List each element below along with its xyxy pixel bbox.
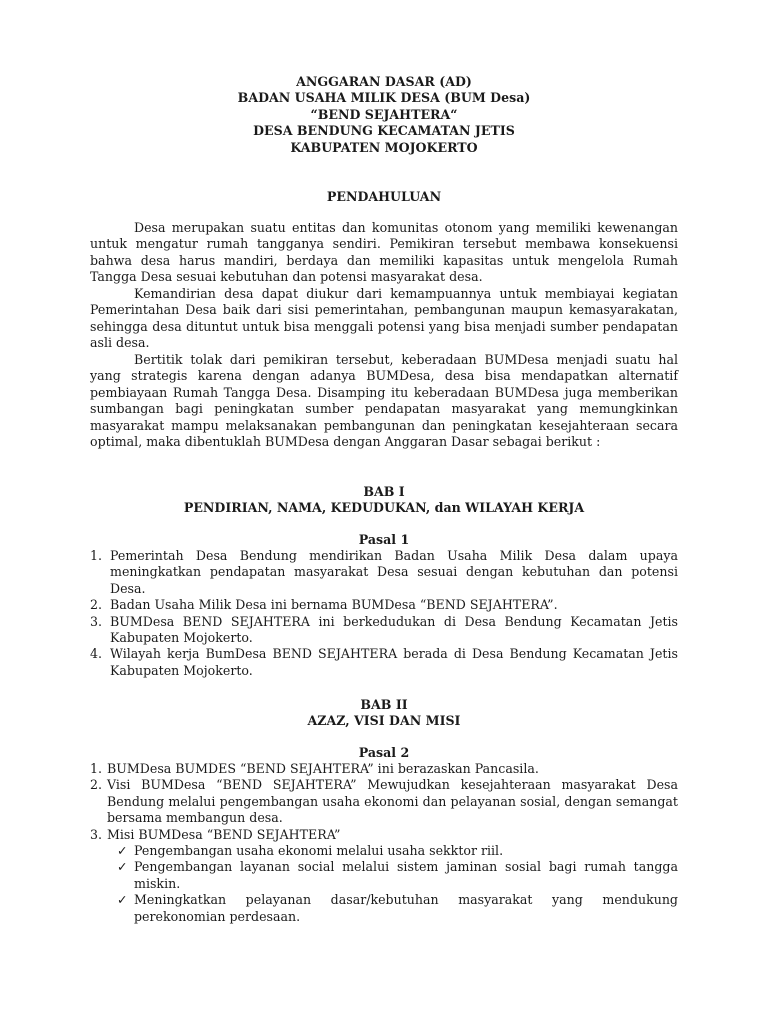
list-item: 4. Wilayah kerja BumDesa BEND SEJAHTERA berada di Desa Bendung Kecamatan Jetis Kabupaten Mojokerto. [90, 646, 678, 678]
intro-paragraph-1: Desa merupakan suatu entitas dan komunitas otonom yang memiliki kewenangan untuk mengatur rumah tangganya sendiri. Pemikiran tersebut membawa konsekuensi bahwa desa harus mandiri, berdaya dan memiliki kapasitas untuk mengelola Rumah Tangga Desa sesuai kebutuhan dan potensi masyarakat desa. [90, 220, 678, 285]
list-item: 3. BUMDesa BEND SEJAHTERA ini berkedudukan di Desa Bendung Kecamatan Jetis Kabupaten Mojokerto. [90, 613, 678, 646]
misi-item: ✓ Meningkatkan pelayanan dasar/kebutuhan masyarakat yang mendukung perekonomian perdesaan. [117, 892, 678, 924]
bab2-title: AZAZ, VISI DAN MISI [307, 713, 461, 728]
title-line-5: KABUPATEN MOJOKERTO [290, 139, 478, 155]
bab1-title: PENDIRIAN, NAMA, KEDUDUKAN, dan WILAYAH KERJA [183, 500, 585, 515]
misi-item: ✓ Pengembangan usaha ekonomi melalui usaha sekktor riil. [117, 843, 504, 859]
check-icon: ✓ [117, 892, 128, 908]
intro-paragraph-2: Kemandirian desa dapat diukur dari kemampuannya untuk membiayai kegiatan Pemerintahan Desa baik dari sisi pemerintahan, pembangunan maupun kemasyarakatan, sehingga desa dituntut untuk bisa menggali potensi yang bisa menjadi sumber pendapatan asli desa. [90, 286, 678, 351]
title-line-3: “BEND SEJAHTERA“ [310, 106, 458, 122]
list-item: 3. Misi BUMDesa “BEND SEJAHTERA” ✓ Pengembangan usaha ekonomi melalui usaha sekktor riil. ✓ Pengembangan layanan social melalui sistem jaminan sosial bagi rumah tangga miskin. ✓ Meningkatkan pelayanan dasar/kebutuhan masyarakat yang mendukung perekonomian perdesaan. [90, 826, 678, 924]
misi-list [107, 843, 678, 925]
intro-paragraph-3: Bertitik tolak dari pemikiran tersebut, keberadaan BUMDesa menjadi suatu hal yang strategis karena dengan adanya BUMDesa, desa bisa mendapatkan alternatif pembiayaan Rumah Tangga Desa. Disamping itu keberadaan BUMDesa juga memberikan sumbangan bagi peningkatan sumber pendapatan masyarakat yang memungkinkan masyarakat mampu melaksanakan pembangunan dan peningkatan kesejahteraan secara optimal, maka dibentuklah BUMDesa dengan Anggaran Dasar sebagai berikut : [90, 352, 678, 450]
list-item: 2. Badan Usaha Milik Desa ini bernama BUMDesa “BEND SEJAHTERA”. [90, 597, 558, 613]
misi-item: ✓ Pengembangan layanan social melalui sistem jaminan sosial bagi rumah tangga miskin. [117, 859, 678, 891]
title-line-2: BADAN USAHA MILIK DESA (BUM Desa) [237, 90, 531, 106]
bab1-label: BAB I [363, 484, 405, 499]
bab2-label: BAB II [360, 697, 408, 712]
pasal2-list [90, 761, 678, 925]
check-icon: ✓ [117, 843, 128, 859]
list-item: 1. BUMDesa BUMDES “BEND SEJAHTERA” ini berazaskan Pancasila. [90, 761, 539, 776]
list-item: 2. Visi BUMDesa “BEND SEJAHTERA” Mewujudkan kesejahteraan masyarakat Desa Bendung melalui pengembangan usaha ekonomi dan pelayanan sosial, dengan semangat bersama membangun desa. [90, 777, 678, 826]
pasal1-heading: Pasal 1 [358, 532, 410, 547]
document-title [0, 74, 768, 156]
intro-heading: PENDAHULUAN [326, 189, 442, 204]
check-icon: ✓ [117, 859, 128, 875]
title-line-4: DESA BENDUNG KECAMATAN JETIS [253, 123, 515, 139]
pasal2-heading: Pasal 2 [358, 745, 410, 760]
pasal1-list [90, 548, 678, 679]
title-line-1: ANGGARAN DASAR (AD) [296, 74, 472, 89]
list-item: 1. Pemerintah Desa Bendung mendirikan Badan Usaha Milik Desa dalam upaya meningkatkan pendapatan masyarakat Desa sesuai dengan kebutuhan dan potensi Desa. [90, 548, 678, 596]
